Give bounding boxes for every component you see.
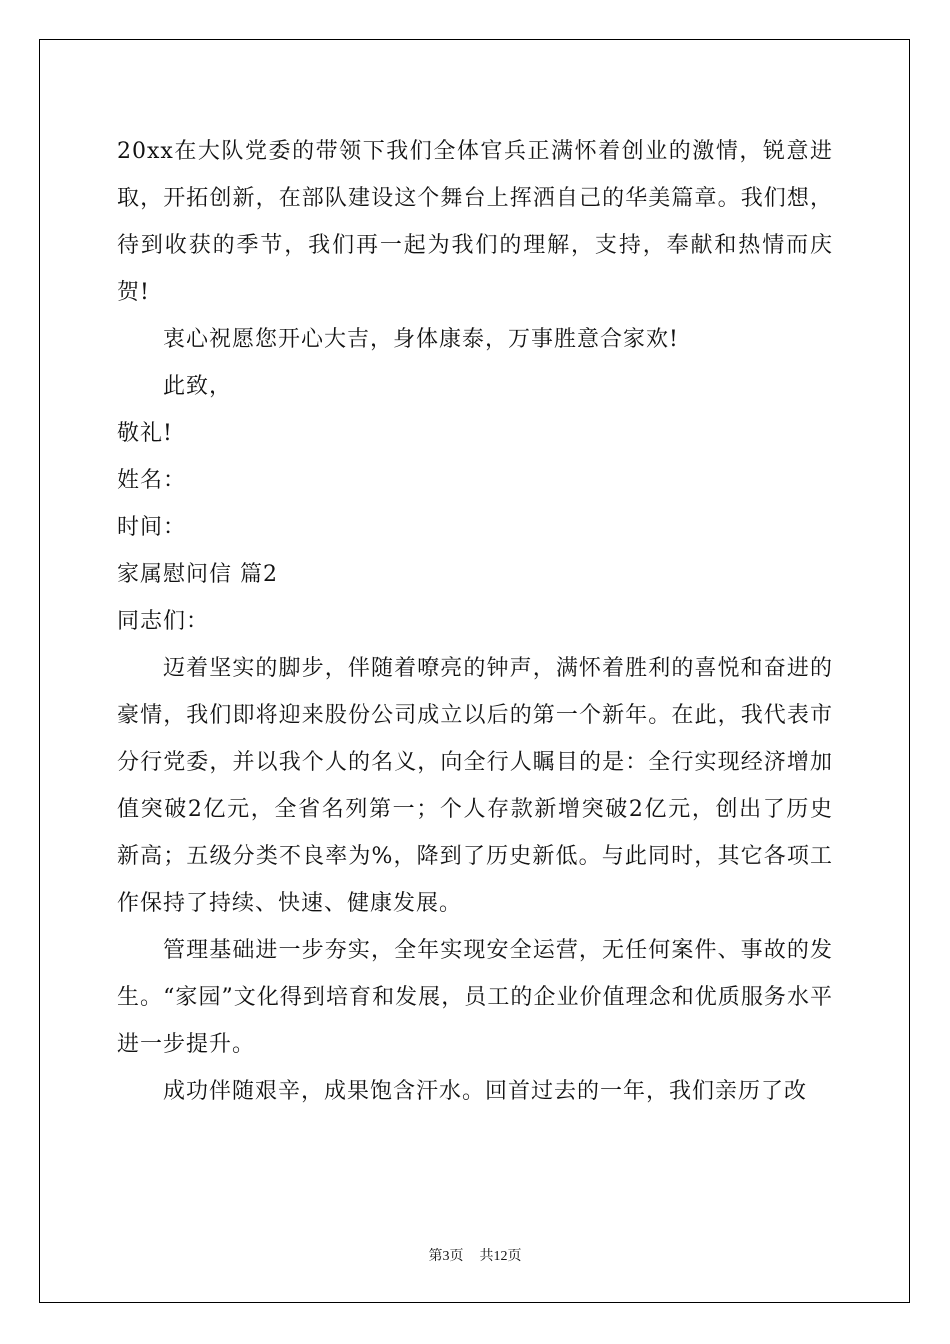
- paragraph-success: 成功伴随艰辛，成果饱含汗水。回首过去的一年，我们亲历了改: [163, 1079, 808, 1104]
- page-total: 共12页: [479, 1249, 522, 1264]
- document-body: [117, 128, 833, 1115]
- page-footer: [0, 1245, 950, 1265]
- closing-cizhi: 此致，: [163, 374, 233, 399]
- page-number: 第3页: [428, 1249, 464, 1264]
- section-title: 家属慰问信 篇2: [117, 562, 278, 587]
- name-line: 姓名：: [117, 468, 187, 493]
- paragraph-achievements: 迈着坚实的脚步，伴随着嘹亮的钟声，满怀着胜利的喜悦和奋进的豪情，我们即将迎来股份公司成立以后的第一个新年。在此，我代表市分行党委，并以我个人的名义，向全行人瞩目的是：全行实现经济增加值突破2亿元，全省名列第一；个人存款新增突破2亿元，创出了历史新高；五级分类不良率为%，降到了历史新低。与此同时，其它各项工作保持了持续、快速、健康发展。: [117, 656, 833, 916]
- paragraph-1: 20xx在大队党委的带领下我们全体官兵正满怀着创业的激情，锐意进取，开拓创新，在部队建设这个舞台上挥洒自己的华美篇章。我们想，待到收获的季节，我们再一起为我们的理解，支持，奉献和热情而庆贺!: [117, 139, 833, 305]
- time-line: 时间：: [117, 515, 187, 540]
- closing-jingli: 敬礼!: [117, 421, 173, 446]
- paragraph-management: 管理基础进一步夯实，全年实现安全运营，无任何案件、事故的发生。“家园”文化得到培育和发展，员工的企业价值理念和优质服务水平进一步提升。: [117, 938, 833, 1057]
- salutation: 同志们：: [117, 609, 210, 634]
- paragraph-wishes: 衷心祝愿您开心大吉，身体康泰，万事胜意合家欢!: [163, 327, 679, 352]
